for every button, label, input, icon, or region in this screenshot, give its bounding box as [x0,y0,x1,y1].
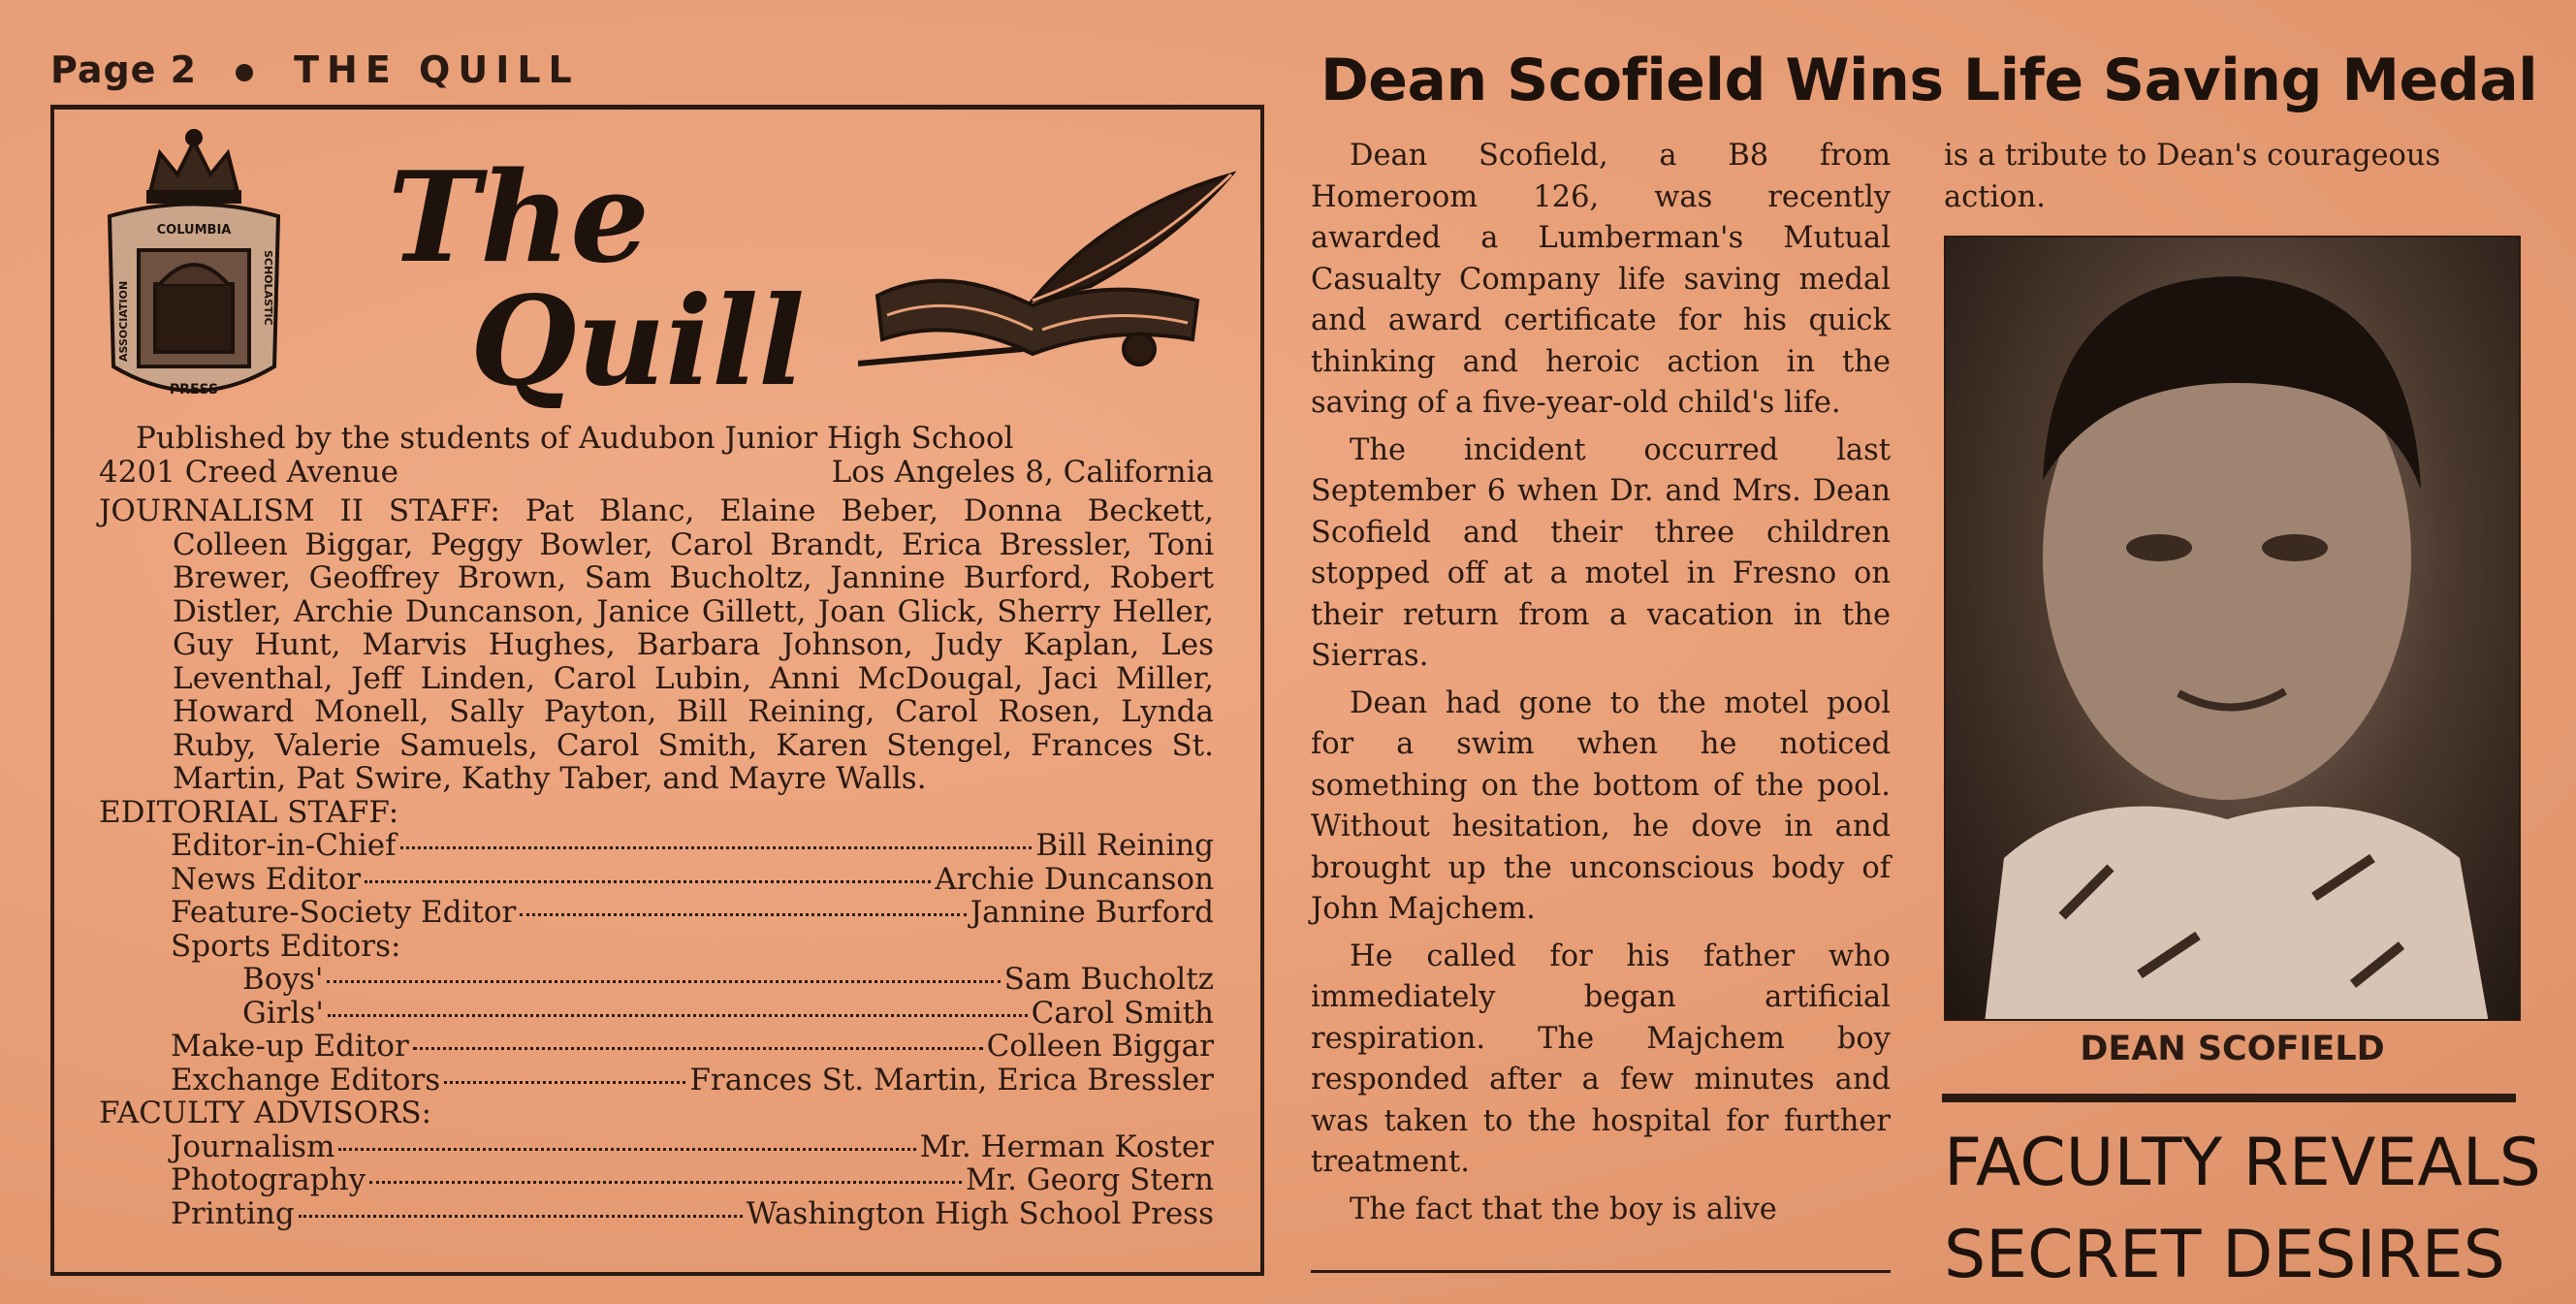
staff-row: News Editor Archie Duncanson [171,861,1214,897]
article-paragraph: The fact that the boy is alive [1350,1192,1777,1226]
staff-row: Exchange Editors Frances St. Martin, Erica Bressler [171,1062,1214,1097]
column-rule [1311,1270,1891,1273]
article-column-2 [1944,136,2526,218]
published-by: Published by the students of Audubon Junior High School [136,421,1014,456]
staff-row: Boys' Sam Bucholtz [242,962,1214,997]
staff-row: Journalism Mr. Herman Koster [171,1129,1214,1164]
page-number: Page 2 [50,48,198,91]
staff-listing [99,494,1214,1230]
bullet-icon [236,64,253,81]
dean-scofield-photo [1944,236,2521,1021]
staff-row: Make-up Editor Colleen Biggar [171,1029,1214,1064]
seal-top-text: COLUMBIA [156,223,232,238]
faculty-advisors-heading: FACULTY ADVISORS: [99,1096,432,1130]
staff-row: Feature-Society Editor Jannine Burford [171,895,1214,930]
paper-name: THE QUILL [294,48,580,91]
masthead-title-quill: Quill [470,270,805,413]
article-column-1 [1311,136,1891,1236]
article-paragraph: He called for his father who immediately began artificial respiration. The Majchem boy responded after a few minutes and was taken to the hospital for further treatment. [1311,938,1891,1179]
page-header [50,48,580,91]
seal-bottom-text: PRESS [169,382,219,398]
journalism-staff: JOURNALISM II STAFF: Pat Blanc, Elaine Beber, Donna Beckett, Colleen Biggar, Peggy Bowler, Carol Brandt, Erica Bressler, Toni Brewer, Geoffrey Brown, Sam Bucholtz, Jannine Burford, Robert Distler, Archie Duncanson, Janice Gillett, Joan Glick, Sherry Heller, Guy Hunt, Marvis Hughes, Barbara Johnson, Judy Kaplan, Les Leventhal, Jeff Linden, Carol Lubin, Anni McDougal, Jaci Miller, Howard Monell, Sally Payton, Bill Reining, Carol Rosen, Lynda Ruby, Valerie Samuels, Carol Smith, Karen Stengel, Frances St. Martin, Pat Swire, Kathy Taber, and Mayre Walls. [99,493,1214,796]
article-headline: Dean Scofield Wins Life Saving Medal [1320,47,2538,114]
seal-left-text: ASSOCIATION [117,280,130,362]
sports-editors-heading: Sports Editors: [171,928,401,964]
article-paragraph: is a tribute to Dean's courageous action. [1944,139,2441,214]
seal-right-text: SCHOLASTIC [262,250,274,326]
address: 4201 Creed Avenue [99,455,398,490]
next-headline-line-1: FACULTY REVEALS [1944,1125,2541,1201]
masthead-title-the: The [388,145,650,291]
columbia-press-seal-icon [102,124,286,420]
portrait-image [1946,238,2521,1021]
photo-caption: DEAN SCOFIELD [2080,1030,2385,1068]
editorial-staff-heading: EDITORIAL STAFF: [99,794,399,830]
book-and-quill-icon [858,170,1236,388]
staff-row: Photography Mr. Georg Stern [171,1162,1214,1197]
staff-row: Girls' Carol Smith [242,995,1214,1031]
article-paragraph: Dean Scofield, a B8 from Homeroom 126, was recently awarded a Lumberman's Mutual Casualty Company life saving medal and award certificate for his quick thinking and heroic action in the saving of a five-year-old child's life. [1311,139,1891,420]
article-paragraph: The incident occurred last September 6 when Dr. and Mrs. Dean Scofield and their three children stopped off at a motel in Fresno on their return from a vacation in the Sierras. [1311,432,1891,673]
section-rule [1942,1094,2516,1102]
staff-row: Printing Washington High School Press [171,1195,1214,1231]
next-headline-line-2: SECRET DESIRES [1944,1217,2505,1293]
city: Los Angeles 8, California [831,455,1214,490]
article-paragraph: Dean had gone to the motel pool for a swim when he noticed something on the bottom of the pool. Without hesitation, he dove in and brought up the unconscious body of John Majchem. [1311,685,1891,926]
staff-row: Editor-in-Chief Bill Reining [171,828,1214,863]
